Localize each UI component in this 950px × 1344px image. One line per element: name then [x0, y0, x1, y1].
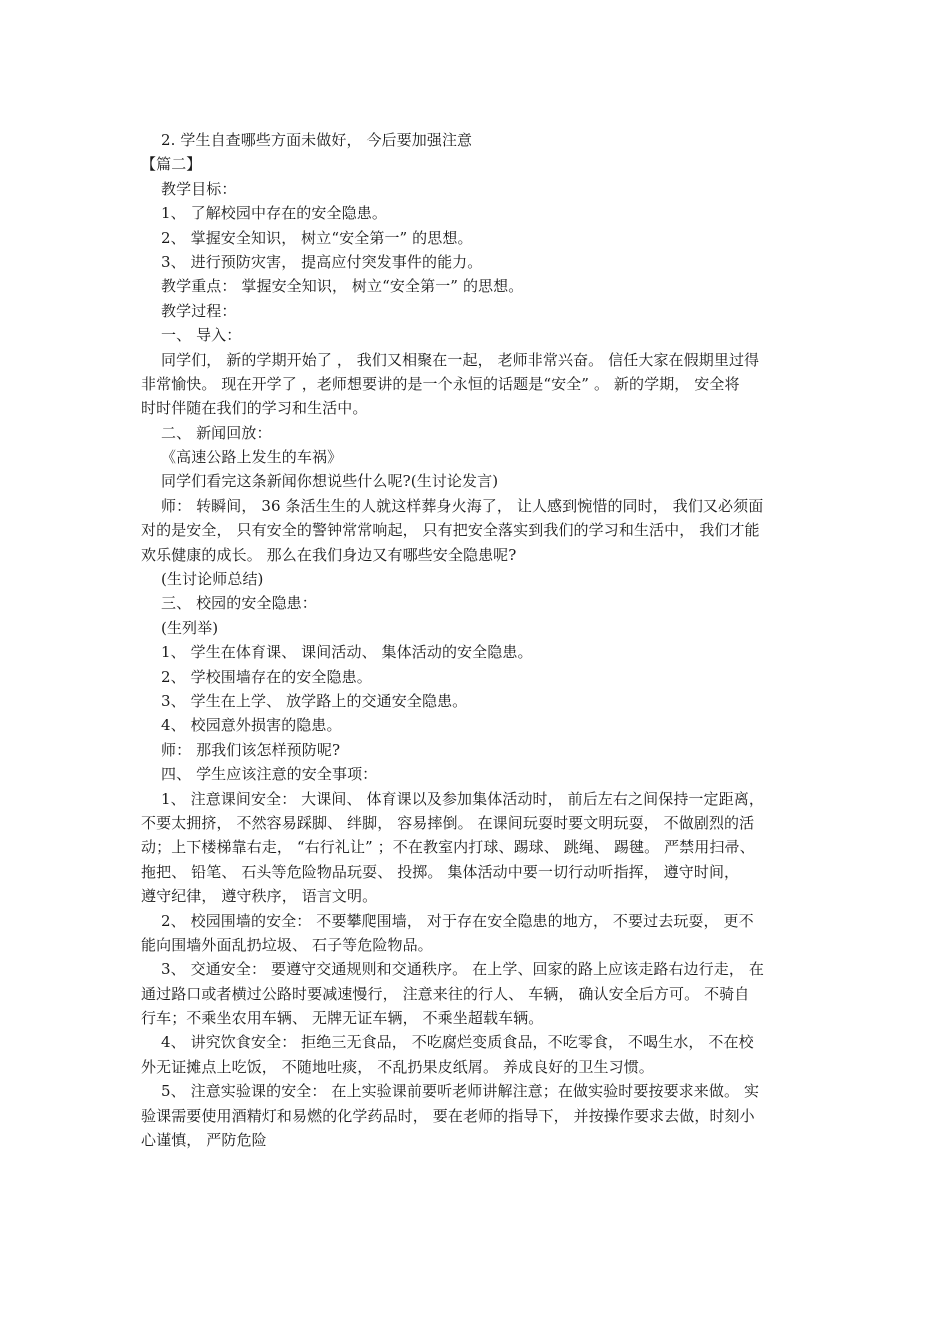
paragraph-line: 3、 交通安全： 要遵守交通规则和交通秩序。 在上学、回家的路上应该走路右边行走， 在: [161, 960, 764, 979]
list-item: 4、 校园意外损害的隐患。: [161, 716, 342, 735]
text-line: (生列举): [161, 618, 219, 637]
paragraph-line: 5、 注意实验课的安全： 在上实验课前要听老师讲解注意；在做实验时要按要求来做。 实: [161, 1082, 760, 1101]
list-item: 3、 进行预防灾害， 提高应付突发事件的能力。: [161, 252, 483, 271]
text-line: 《高速公路上发生的车祸》: [161, 448, 343, 467]
paragraph-line: 能向围墙外面乱扔垃圾、 石子等危险物品。: [141, 935, 433, 954]
paragraph-line: 同学们， 新的学期开始了 ， 我们又相聚在一起， 老师非常兴奋。 信任大家在假期里过得: [161, 350, 760, 369]
paragraph-line: 验课需要使用酒精灯和易燃的化学药品时， 要在老师的指导下， 并按操作要求去做，时刻小: [141, 1106, 755, 1125]
text-line: 教学重点： 掌握安全知识， 树立“安全第一” 的思想。: [161, 277, 524, 296]
list-item: 3、 学生在上学、 放学路上的交通安全隐患。: [161, 691, 468, 710]
paragraph-line: 非常愉快。 现在开学了 ，老师想要讲的是一个永恒的话题是“安全” 。 新的学期， 安全将: [141, 374, 740, 393]
list-item: 1、 学生在体育课、 课间活动、 集体活动的安全隐患。: [161, 643, 533, 662]
paragraph-line: 对的是安全， 只有安全的警钟常常响起， 只有把安全落实到我们的学习和生活中， 我们才能: [141, 521, 760, 540]
list-item: 2、 掌握安全知识， 树立“安全第一” 的思想。: [161, 228, 473, 247]
paragraph-line: 拖把、 铅笔、 石头等危险物品玩耍、 投掷。 集体活动中要一切行动听指挥， 遵守时间，: [141, 862, 740, 881]
paragraph-line: 师： 转瞬间， 36 条活生生的人就这样葬身火海了， 让人感到惋惜的同时， 我们又必须面: [161, 496, 764, 515]
list-item: 1、 了解校园中存在的安全隐患。: [161, 204, 387, 223]
paragraph-line: 动；上下楼梯靠右走， “右行礼让” ；不在教室内打球、踢球、 跳绳、 踢毽。 严禁用扫帚、: [141, 838, 755, 857]
text-line: 教学过程：: [161, 301, 237, 320]
paragraph-line: 欢乐健康的成长。 那么在我们身边又有哪些安全隐患呢?: [141, 545, 517, 564]
text-line: 2. 学生自查哪些方面未做好， 今后要加强注意: [161, 131, 473, 149]
list-item: 2、 学校围墙存在的安全隐患。: [161, 667, 372, 686]
paragraph-line: 行车；不乘坐农用车辆、 无牌无证车辆， 不乘坐超载车辆。: [141, 1009, 544, 1028]
document-body: [141, 128, 821, 1152]
paragraph-line: 外无证摊点上吃饭， 不随地吐痰， 不乱扔果皮纸屑。 养成良好的卫生习惯。: [141, 1057, 654, 1076]
section-heading: 二、 新闻回放：: [161, 423, 272, 442]
text-line: 同学们看完这条新闻你想说些什么呢?(生讨论发言): [161, 472, 499, 491]
text-line: (生讨论师总结): [161, 570, 264, 589]
section-heading: 三、 校园的安全隐患：: [161, 594, 317, 613]
paragraph-line: 遵守纪律， 遵守秩序， 语言文明。: [141, 887, 378, 906]
paragraph-line: 4、 讲究饮食安全： 拒绝三无食品， 不吃腐烂变质食品，不吃零食， 不喝生水， 不在校: [161, 1033, 754, 1052]
section-heading: 【篇二】: [141, 155, 202, 174]
paragraph-line: 2、 校园围墙的安全： 不要攀爬围墙， 对于存在安全隐患的地方， 不要过去玩耍， 更不: [161, 911, 754, 930]
text-line: 师： 那我们该怎样预防呢?: [161, 740, 341, 759]
section-heading: 一、 导入：: [161, 326, 242, 345]
paragraph-line: 通过路口或者横过公路时要减速慢行， 注意来往的行人、 车辆， 确认安全后方可。 不骑自: [141, 984, 750, 1003]
paragraph-line: 1、 注意课间安全： 大课间、 体育课以及参加集体活动时， 前后左右之间保持一定距离，: [161, 789, 764, 808]
paragraph-line: 心谨慎， 严防危险: [141, 1131, 267, 1150]
section-heading: 四、 学生应该注意的安全事项：: [161, 765, 378, 784]
paragraph-line: 不要太拥挤， 不然容易踩脚、 绊脚， 容易摔倒。 在课间玩耍时要文明玩耍， 不做剧烈的活: [141, 813, 755, 832]
paragraph-line: 时时伴随在我们的学习和生活中。: [141, 399, 368, 418]
text-line: 教学目标：: [161, 179, 237, 198]
